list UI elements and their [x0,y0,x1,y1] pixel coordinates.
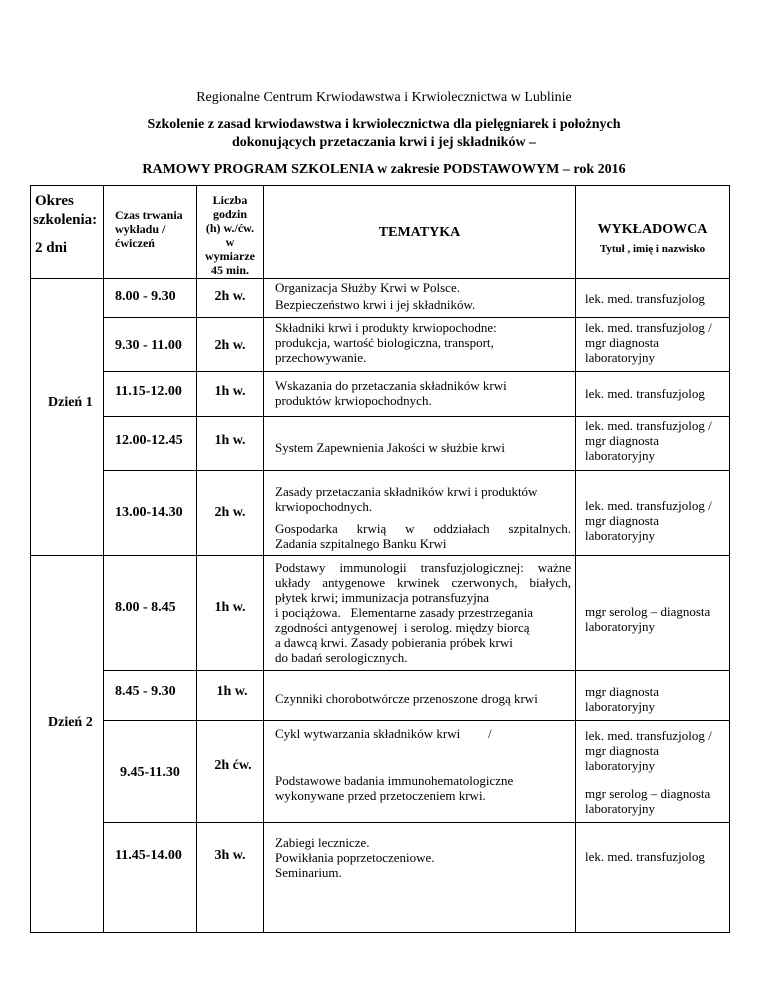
row-hours: 2h w. [214,289,246,304]
row-lecturer: laboratoryjny [585,699,656,714]
row-topic-line: Cykl wytwarzania składników krwi [275,726,461,741]
day1-label: Dzień 1 [48,395,93,410]
row-topic-line: Gospodarka krwią w oddziałach szpitalnych. [275,521,571,536]
row-topic-line: produkcja, wartość biologiczna, transport, [275,335,494,350]
row-time: 8.00 - 9.30 [115,289,176,304]
program-title: RAMOWY PROGRAM SZKOLENIA w zakresie PODSTAWOWYM – rok 2016 [142,162,626,177]
row-time: 12.00-12.45 [115,433,183,448]
row-time: 11.15-12.00 [115,384,182,399]
slash-mark: / [488,726,492,741]
row-hours: 2h w. [214,505,246,520]
row-topic-line: zgodności antygenowej i serolog. między biorcą [275,620,530,635]
row-topic-line: Zabiegi lecznicze. [275,835,370,850]
row-hours: 2h w. [214,338,246,353]
row-lecturer: mgr serolog – diagnosta [585,604,711,619]
row-hours: 2h ćw. [214,758,252,773]
row-hours: 1h w. [216,684,248,699]
row-lecturer: lek. med. transfuzjolog / [585,728,712,743]
row-topic-line: Bezpieczeństwo krwi i jej składników. [275,297,476,312]
day2-label: Dzień 2 [48,715,93,730]
row-hours: 1h w. [214,384,246,399]
row-time: 13.00-14.30 [115,505,183,520]
row-topic-line: a dawcą krwi. Zasady pobierania próbek krwi [275,635,513,650]
row-lecturer: laboratoryjny [585,758,656,773]
row-lecturer: laboratoryjny [585,350,656,365]
row-lecturer: laboratoryjny [585,448,656,463]
row-topic-line: Podstawowe badania immunohematologiczne [275,773,514,788]
row-topic-line: Składniki krwi i produkty krwiopochodne: [275,320,497,335]
row-lecturer: mgr diagnosta [585,684,660,699]
row-topic-line: do badań serologicznych. [275,650,408,665]
row-lecturer: mgr diagnosta [585,433,660,448]
row-time: 8.00 - 8.45 [115,600,176,615]
row-topic-line: Powikłania poprzetoczeniowe. [275,850,435,865]
row-topic-line: Organizacja Służby Krwi w Polsce. [275,280,460,295]
row-lecturer: lek. med. transfuzjolog [585,386,705,401]
column-header-topic: TEMATYKA [378,225,461,240]
row-lecturer: lek. med. transfuzjolog [585,849,705,864]
institution-name: Regionalne Centrum Krwiodawstwa i Krwiolecznictwa w Lublinie [196,90,572,105]
row-hours: 3h w. [214,848,246,863]
row-topic-line: i pociążowa. Elementarne zasady przestrzegania [275,605,534,620]
row-hours: 1h w. [214,600,246,615]
row-topic-line: System Zapewnienia Jakości w służbie krwi [275,440,505,455]
row-lecturer: mgr diagnosta [585,335,660,350]
row-topic-line: produktów krwiopochodnych. [275,393,432,408]
row-lecturer: mgr diagnosta [585,743,660,758]
row-lecturer: lek. med. transfuzjolog / [585,320,712,335]
row-time: 11.45-14.00 [115,848,182,863]
row-lecturer: laboratoryjny [585,801,656,816]
row-lecturer: laboratoryjny [585,528,656,543]
row-topic-line: układy antygenowe krwinek czerwonych, białych, [275,575,571,590]
row-lecturer: lek. med. transfuzjolog / [585,418,712,433]
row-topic-line: Czynniki chorobotwórcze przenoszone drogą krwi [275,691,538,706]
row-topic-line: wykonywane przed przetoczeniem krwi. [275,788,486,803]
row-time: 9.30 - 11.00 [115,338,182,353]
row-topic-line: Wskazania do przetaczania składników krwi [275,378,507,393]
row-topic-line: krwiopochodnych. [275,499,373,514]
row-topic-line: Seminarium. [275,865,342,880]
row-lecturer: mgr serolog – diagnosta [585,786,711,801]
document-title-line1: Szkolenie z zasad krwiodawstwa i krwiolecznictwa dla pielęgniarek i położnych [147,117,621,132]
row-time: 8.45 - 9.30 [115,684,176,699]
document-title-line2: dokonujących przetaczania krwi i jej składników – [231,135,537,150]
row-topic-line: Podstawy immunologii transfuzjologicznej: ważne [275,560,571,575]
row-topic-line: płytek krwi; immunizacja potransfuzyjna [275,590,490,605]
row-lecturer: lek. med. transfuzjolog [585,291,705,306]
row-time: 9.45-11.30 [120,765,180,780]
row-topic-line: Zasady przetaczania składników krwi i produktów [275,484,538,499]
row-hours: 1h w. [214,433,246,448]
row-lecturer: mgr diagnosta [585,513,660,528]
row-topic-line: przechowywanie. [275,350,367,365]
row-lecturer: laboratoryjny [585,619,656,634]
row-topic-line: Zadania szpitalnego Banku Krwi [275,536,447,551]
row-lecturer: lek. med. transfuzjolog / [585,498,712,513]
